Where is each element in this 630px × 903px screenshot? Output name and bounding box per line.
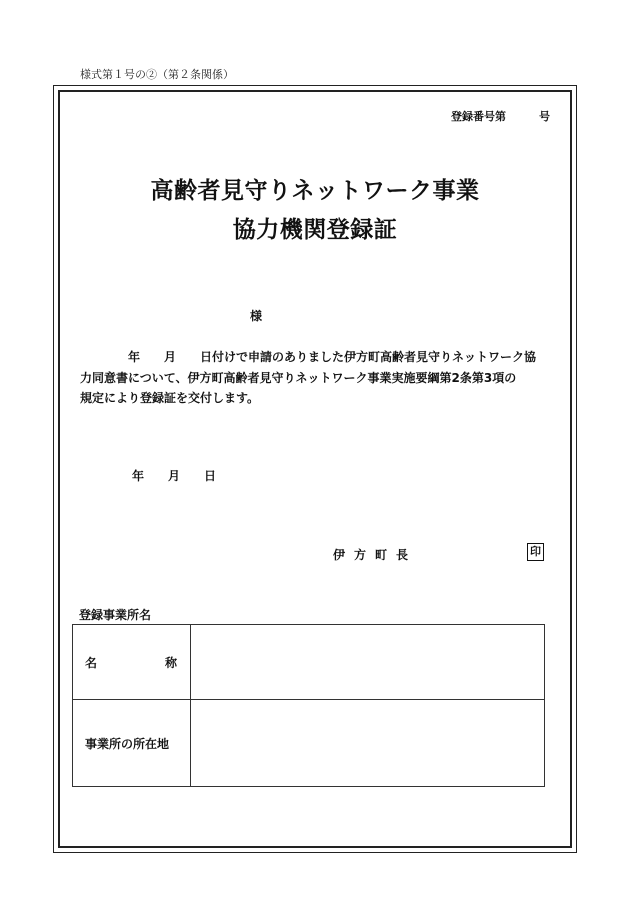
body-line-2: 力同意書について、伊方町高齢者見守りネットワーク事業実施要綱第2条第3項の [80,371,517,385]
name-label-part1: 名 [85,655,98,670]
table-row [73,625,545,700]
addressee-suffix: 様 [250,309,263,323]
form-label: 様式第１号の②（第２条関係） [80,68,234,81]
issuer-name: 伊方町長 [333,548,418,562]
address-label-cell: 事業所の所在地 [73,700,191,787]
name-label-cell [73,625,191,700]
registration-number: 登録番号第 号 [451,110,550,123]
address-value-cell[interactable] [191,700,545,787]
table-row [73,700,545,787]
seal-mark: 印 [527,543,544,561]
document-title-line2: 協力機関登録証 [232,217,398,243]
body-line-3: 規定により登録証を交付します。 [80,391,260,405]
name-value-cell[interactable] [191,625,545,700]
office-section-heading: 登録事業所名 [79,608,152,622]
office-table [72,624,545,787]
issue-date: 年 月 日 [132,469,217,483]
body-line-1: 年 月 日付けで申請のありました伊方町高齢者見守りネットワーク協 [80,350,537,364]
name-label-part2: 称 [164,655,177,670]
document-title-line1: 高齢者見守りネットワーク事業 [150,178,480,204]
